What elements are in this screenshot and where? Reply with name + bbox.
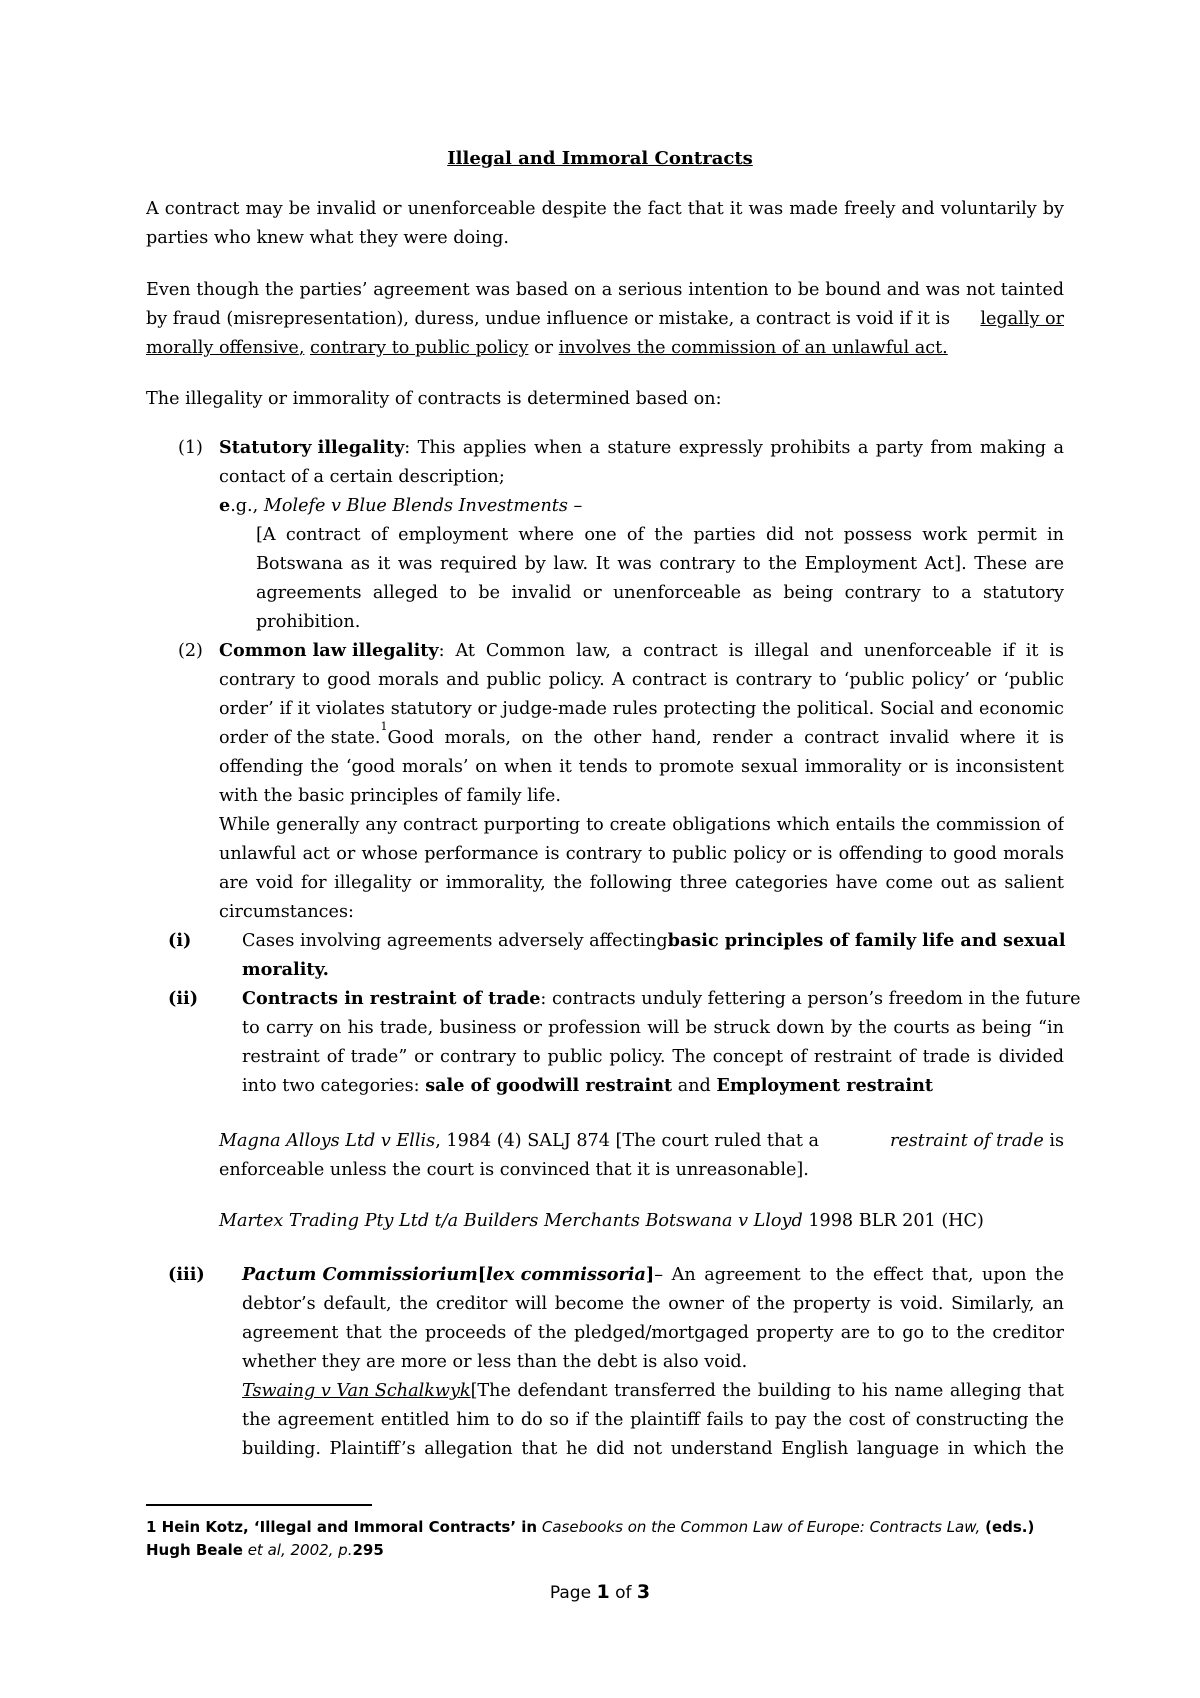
text: , 1984 (4) SALJ 874 [The court ruled that a — [435, 1131, 819, 1151]
footnote-eds: (eds.) — [985, 1518, 1035, 1536]
list-item-line: with the basic principles of family life. — [219, 786, 561, 806]
paragraph-line: parties who knew what they were doing. — [146, 228, 509, 248]
case-line — [219, 1130, 1064, 1152]
text: : This applies when a stature expressly prohibits a party from making a — [404, 438, 1064, 458]
list-number: (2) — [178, 641, 203, 661]
list-item-line — [219, 720, 1064, 749]
list-item-line — [219, 756, 1064, 778]
footnote-editor: Hugh Beale — [146, 1541, 243, 1559]
text: A contract may be invalid or unenforceable despite the fact that it was made freely and voluntarily by — [146, 199, 1064, 219]
footnote-line — [146, 1517, 1034, 1537]
category-line — [242, 1322, 1064, 1344]
page-footer — [0, 1581, 1200, 1604]
text: are void for illegality or immorality, the following three categories have come out as salient — [219, 873, 1064, 893]
category-line — [242, 1264, 1064, 1286]
category-line: morality. — [242, 959, 329, 980]
text: the agreement entitled him to do so if the plaintiff fails to pay the cost of constructing the — [242, 1410, 1064, 1430]
list-item-line — [219, 669, 1064, 691]
list-item-line: circumstances: — [219, 902, 354, 922]
paragraph-line: The illegality or immorality of contracts is determined based on: — [146, 389, 722, 409]
category-line — [242, 1075, 933, 1097]
category-line: whether they are more or less than the debt is also void. — [242, 1352, 748, 1372]
text: offending the ‘good morals’ on when it tends to promote sexual immorality or is inconsistent — [219, 757, 1064, 777]
category-line — [242, 1293, 1064, 1315]
page-of-label: of — [615, 1583, 632, 1603]
list-number: (1) — [178, 438, 203, 458]
footnote-separator — [146, 1504, 372, 1506]
text: agreements alleged to be invalid or unenforceable as being contrary to a statutory — [256, 583, 1064, 603]
list-item-line — [219, 698, 1064, 720]
footnote-line — [146, 1540, 384, 1560]
category-number: (iii) — [168, 1264, 205, 1285]
eg-marker: e — [219, 495, 231, 516]
text: – — [567, 496, 583, 516]
footnote-ref: 1 — [380, 720, 388, 733]
underlined-phrase: involves the commission of an unlawful act. — [558, 338, 948, 358]
case-name: Martex Trading Pty Ltd t/a Builders Merchants Botswana v Lloyd — [219, 1211, 803, 1231]
page-total: 3 — [636, 1581, 651, 1603]
paragraph-line — [146, 308, 1064, 330]
text: : At Common law, a contract is illegal and unenforceable if it is — [438, 641, 1064, 661]
text: contrary to good morals and public policy. A contract is contrary to ‘public policy’ or ‘public — [219, 670, 1064, 690]
category-line — [242, 1438, 1064, 1460]
underlined-phrase: contrary to public policy — [310, 338, 529, 358]
text: Cases involving agreements adversely affecting — [242, 931, 668, 951]
comma: , — [298, 338, 305, 358]
category-heading: Contracts in restraint of trade — [242, 988, 541, 1009]
text: order of the state. — [219, 728, 381, 748]
paragraph-line — [146, 198, 1064, 220]
page-number: 1 — [596, 1581, 610, 1603]
list-item-line — [219, 843, 1064, 865]
text: restraint of trade” or contrary to public policy. The concept of restraint of trade is divided — [242, 1047, 1064, 1067]
quote-line — [256, 553, 1064, 575]
text: While generally any contract purporting to create obligations which entails the commission of — [219, 815, 1064, 835]
list-item-line — [219, 640, 1064, 662]
case-name: Tswaing v Van Schalkwyk — [242, 1381, 471, 1401]
list-item-line — [219, 872, 1064, 894]
list-item-line — [219, 437, 1064, 459]
paragraph-line — [146, 337, 948, 359]
text: 1998 BLR 201 (HC) — [802, 1211, 984, 1231]
bracket: ] — [645, 1264, 655, 1285]
quote-line — [256, 524, 1064, 546]
bold-phrase: sale of goodwill restraint — [425, 1075, 673, 1096]
text: Even though the parties’ agreement was based on a serious intention to be bound and was not tainted — [146, 280, 1064, 300]
text: order’ if it violates statutory or judge-made rules protecting the political. Social and economic — [219, 699, 1064, 719]
text: or — [534, 338, 554, 358]
case-name: Magna Alloys Ltd v Ellis — [219, 1131, 436, 1151]
latin-term: lex commissoria — [486, 1264, 646, 1285]
italic-term: restraint of trade — [889, 1131, 1044, 1151]
text: into two categories: — [242, 1076, 420, 1096]
quote-line — [256, 582, 1064, 604]
text: unlawful act or whose performance is contrary to public policy or is offending to good morals — [219, 844, 1064, 864]
text: agreement that the proceeds of the pledged/mortgaged property are to go to the creditor — [242, 1323, 1064, 1343]
bold-phrase: basic principles of family life and sexual — [667, 930, 1066, 951]
text: .g., — [230, 496, 259, 516]
text: [The defendant transferred the building to his name alleging that — [470, 1381, 1064, 1401]
category-line — [242, 1046, 1064, 1068]
list-item-line — [219, 814, 1064, 836]
text: : contracts unduly fettering a person’s freedom in the future — [540, 989, 1081, 1009]
text: to carry on his trade, business or profession will be struck down by the courts as being “in — [242, 1018, 1064, 1038]
footnote-author: 1 Hein Kotz, ‘Illegal and Immoral Contracts’ in — [146, 1518, 538, 1536]
category-line — [242, 930, 1064, 952]
case-name: Molefe v Blue Blends Investments — [263, 496, 568, 516]
page-label: Page — [549, 1583, 592, 1603]
category-line — [242, 1017, 1064, 1039]
category-number: (i) — [168, 930, 192, 951]
item-heading: Common law illegality — [219, 640, 439, 661]
underlined-phrase: morally offensive — [146, 338, 299, 358]
latin-term: Pactum Commissiorium — [242, 1264, 478, 1285]
text: building. Plaintiff’s allegation that he did not understand English language in which the — [242, 1439, 1064, 1459]
quote-line: prohibition. — [256, 612, 361, 632]
case-line: enforceable unless the court is convinced that it is unreasonable]. — [219, 1160, 809, 1180]
category-line — [242, 988, 1081, 1010]
bold-phrase: Employment restraint — [716, 1075, 933, 1096]
text: – An agreement to the effect that, upon the — [654, 1265, 1064, 1285]
item-heading: Statutory illegality — [219, 437, 405, 458]
document-title: Illegal and Immoral Contracts — [447, 148, 753, 169]
list-item-line: contact of a certain description; — [219, 467, 505, 487]
text: is — [1049, 1131, 1064, 1151]
underlined-phrase: legally or — [980, 309, 1064, 329]
case-line — [219, 1210, 984, 1232]
bracket: [ — [477, 1264, 487, 1285]
text: [A contract of employment where one of the parties did not possess work permit in — [256, 525, 1064, 545]
text: debtor’s default, the creditor will become the owner of the property is void. Similarly, an — [242, 1294, 1064, 1314]
category-number: (ii) — [168, 988, 199, 1009]
text: by fraud (misrepresentation), duress, undue influence or mistake, a contract is void if it is — [146, 309, 951, 329]
footnote-book: Casebooks on the Common Law of Europe: Contracts Law, — [541, 1518, 981, 1536]
category-line — [242, 1409, 1064, 1431]
footnote-text: et al, 2002, p. — [247, 1541, 353, 1559]
footnote-page: 295 — [352, 1541, 384, 1559]
list-item-line — [219, 495, 582, 517]
text: and — [677, 1076, 711, 1096]
category-line — [242, 1380, 1064, 1402]
text: Good morals, on the other hand, render a contract invalid where it is — [387, 728, 1064, 748]
text: Botswana as it was required by law. It was contrary to the Employment Act]. These are — [256, 554, 1064, 574]
paragraph-line — [146, 279, 1064, 301]
